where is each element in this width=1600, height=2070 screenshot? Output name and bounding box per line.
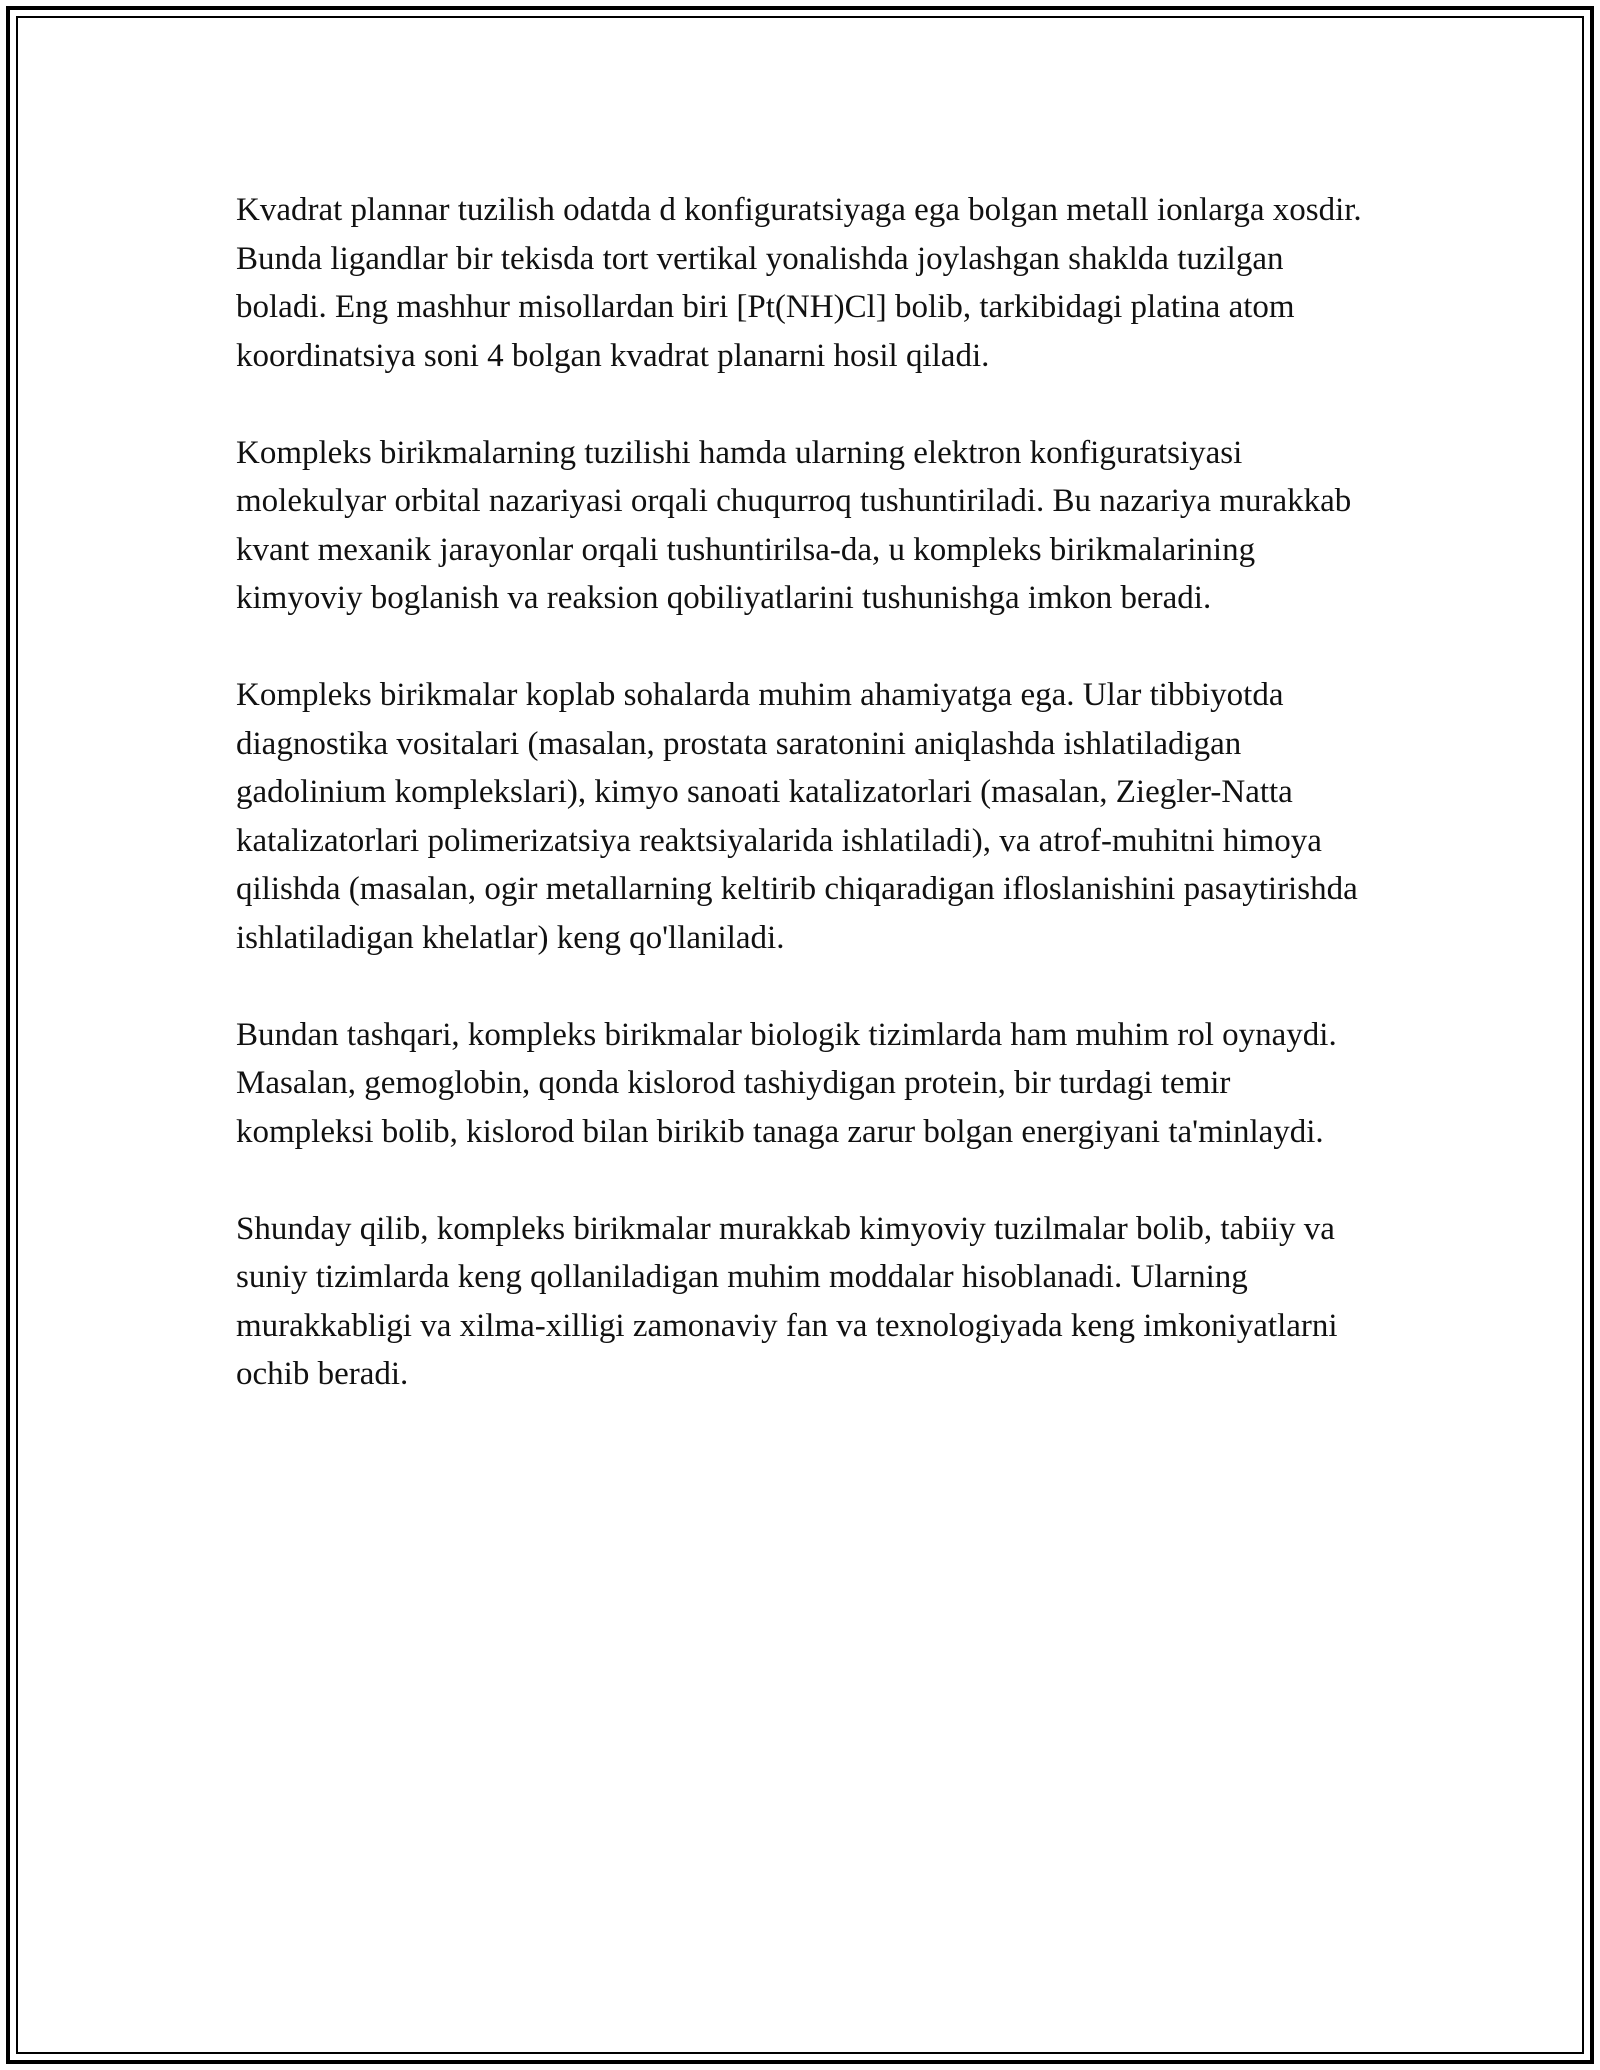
paragraph-conclusion: Shunday qilib, kompleks birikmalar murakkab kimyoviy tuzilmalar bolib, tabiiy va suniy tizimlarda keng qollaniladigan muhim moddalar hisoblanadi. Ularning murakkabligi va xilma-xilligi zamonaviy fan va texnologiyada keng imkoniyatlarni ochib beradi. (236, 1210, 1338, 1392)
paragraph-molecular-orbital: Kompleks birikmalarning tuzilishi hamda ularning elektron konfiguratsiyasi molekulyar orbital nazariyasi orqali chuqurroq tushuntiriladi. Bu nazariya murakkab kvant mexanik jarayonlar orqali tushuntirilsa-da, u kompleks birikmalarining kimyoviy boglanish va reaksion qobiliyatlarini tushunishga imkon beradi. (236, 434, 1352, 616)
paragraph-square-planar: Kvadrat plannar tuzilish odatda d konfiguratsiyaga ega bolgan metall ionlarga xosdir. Bunda ligandlar bir tekisda tort vertikal yonalishda joylashgan shaklda tuzilgan boladi. Eng mashhur misollardan biri [Pt(NH)Cl] bolib, tarkibidagi platina atom koordinatsiya soni 4 bolgan kvadrat planarni hosil qiladi. (236, 192, 1362, 374)
paragraph-applications: Kompleks birikmalar koplab sohalarda muhim ahamiyatga ega. Ular tibbiyotda diagnostika vositalari (masalan, prostata saratonini aniqlashda ishlatiladigan gadolinium komplekslari), kimyo sanoati katalizatorlari (masalan, Ziegler-Natta katalizatorlari polimerizatsiya reaktsiyalarida ishlatiladi), va atrof-muhitni himoya qilishda (masalan, ogir metallarning keltirib chiqaradigan ifloslanishini pasaytirishda ishlatiladigan khelatlar) keng qo'llaniladi. (236, 677, 1358, 956)
document-body (236, 186, 1376, 1447)
paragraph-biological-role: Bundan tashqari, kompleks birikmalar biologik tizimlarda ham muhim rol oynaydi. Masalan, gemoglobin, qonda kislorod tashiydigan protein, bir turdagi temir kompleksi bolib, kislorod bilan birikib tanaga zarur bolgan energiyani ta'minlaydi. (236, 1016, 1337, 1150)
